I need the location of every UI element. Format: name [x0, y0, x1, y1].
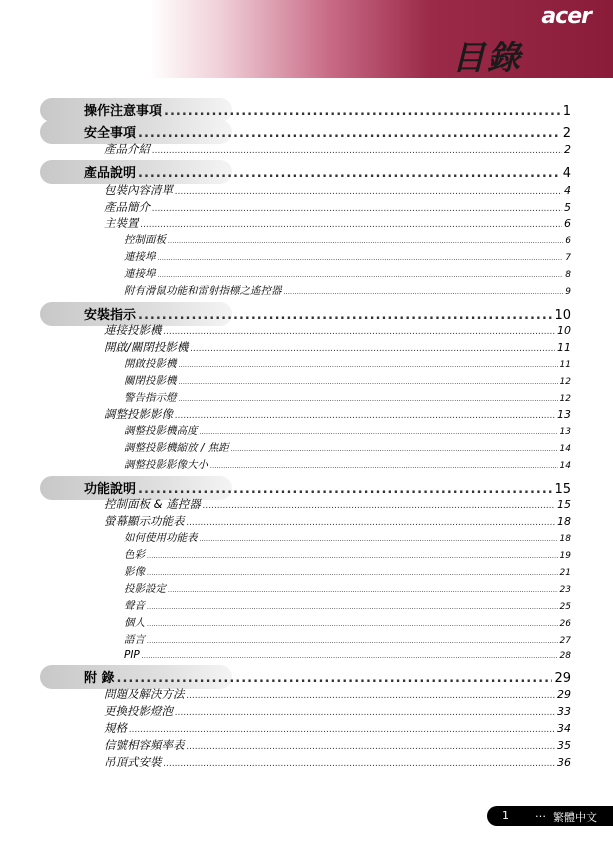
dot-leader — [164, 104, 561, 119]
toc-page-number: 36 — [557, 756, 571, 769]
toc-label: 附 錄 — [84, 671, 115, 686]
footer-dots: … — [535, 807, 546, 820]
toc-line — [84, 667, 571, 686]
toc-line — [104, 754, 571, 770]
toc-label: 規格 — [104, 721, 127, 735]
toc-line — [84, 304, 571, 323]
toc-page-number: 9 — [565, 287, 571, 297]
toc-label: 產品簡介 — [104, 200, 150, 214]
dot-leader — [138, 126, 561, 141]
toc-page-number: 26 — [559, 619, 571, 629]
toc-entry[interactable] — [0, 322, 613, 340]
toc-entry[interactable] — [0, 266, 613, 284]
toc-line — [124, 457, 571, 472]
toc-entry[interactable] — [0, 339, 613, 357]
toc-line — [124, 615, 571, 630]
footer-language: 繁體中文 — [553, 811, 597, 824]
toc-entry[interactable] — [0, 703, 613, 721]
toc-label: 聲音 — [124, 600, 145, 612]
toc-line — [104, 720, 571, 736]
toc-label: 連接埠 — [124, 251, 156, 263]
toc-label: 個人 — [124, 617, 145, 629]
toc-label: 投影設定 — [124, 583, 166, 595]
dot-leader — [152, 204, 562, 214]
toc-label: 產品說明 — [84, 166, 137, 181]
dot-leader — [175, 187, 562, 197]
toc-page-number: 7 — [565, 253, 571, 263]
dot-leader — [179, 395, 558, 403]
toc-entry[interactable] — [0, 615, 613, 633]
toc-line — [124, 373, 571, 388]
dot-leader — [158, 271, 564, 279]
toc-page-number: 8 — [565, 270, 571, 280]
page-title: 目錄 — [452, 38, 522, 77]
dot-leader — [142, 652, 558, 660]
dot-leader — [158, 254, 564, 262]
toc-line — [124, 249, 571, 264]
toc-entry[interactable] — [0, 513, 613, 531]
toc-label: 調整投影影像 — [104, 407, 173, 421]
toc-label: 操作注意事項 — [84, 104, 163, 119]
toc-line — [124, 581, 571, 596]
toc-page-number: 29 — [557, 688, 571, 701]
toc-page-number: 25 — [559, 602, 571, 612]
toc-label: 安裝指示 — [84, 308, 137, 323]
toc-page-number: 14 — [559, 461, 571, 471]
dot-leader — [175, 411, 555, 421]
toc-label: 開啟投影機 — [124, 358, 177, 370]
toc-section[interactable] — [0, 162, 613, 180]
dot-leader — [147, 637, 558, 645]
dot-leader — [129, 725, 555, 735]
toc-label: 問題及解決方法 — [104, 687, 185, 701]
toc-section[interactable] — [0, 100, 613, 118]
toc-line — [104, 686, 571, 702]
dot-leader — [138, 166, 561, 181]
toc-line — [104, 737, 571, 753]
toc-section[interactable] — [0, 304, 613, 322]
toc-page-number: 28 — [559, 651, 571, 661]
toc-entry[interactable] — [0, 141, 613, 159]
toc-line — [104, 703, 571, 719]
toc-page-number: 2 — [564, 143, 571, 156]
toc-page-number: 34 — [557, 722, 571, 735]
toc-page-number: 23 — [559, 585, 571, 595]
dot-leader — [231, 445, 558, 453]
toc-label: 包裝內容清單 — [104, 183, 173, 197]
toc-line — [84, 122, 571, 141]
toc-page-number: 18 — [559, 534, 571, 544]
toc-entry[interactable] — [0, 232, 613, 250]
toc-line — [84, 478, 571, 497]
toc-page-number: 4 — [564, 184, 571, 197]
toc-label: 語言 — [124, 634, 145, 646]
toc-label: 開啟/關閉投影機 — [104, 340, 189, 354]
toc-page-number: 13 — [559, 427, 571, 437]
dot-leader — [147, 620, 558, 628]
toc-entry[interactable] — [0, 283, 613, 301]
toc-page-number: 4 — [562, 166, 571, 181]
dot-leader — [179, 378, 558, 386]
toc-entry[interactable] — [0, 356, 613, 374]
toc-page-number: 35 — [557, 739, 571, 752]
dot-leader — [200, 428, 558, 436]
toc-line — [104, 322, 571, 338]
dot-leader — [152, 146, 562, 156]
toc-line — [124, 232, 571, 247]
toc-entry[interactable] — [0, 406, 613, 424]
toc-page-number: 1 — [562, 104, 571, 119]
toc-line — [124, 649, 571, 661]
toc-line — [124, 632, 571, 647]
toc-label: 如何使用功能表 — [124, 532, 198, 544]
dot-leader — [168, 586, 558, 594]
toc-line — [104, 199, 571, 215]
toc-entry[interactable] — [0, 547, 613, 565]
dot-leader — [117, 671, 553, 686]
toc-page-number: 27 — [559, 636, 571, 646]
dot-leader — [147, 552, 558, 560]
toc-entry[interactable] — [0, 530, 613, 548]
toc-entry[interactable] — [0, 737, 613, 755]
dot-leader — [187, 742, 556, 752]
toc-page-number: 2 — [562, 126, 571, 141]
dot-leader — [200, 535, 558, 543]
toc-page-number: 14 — [559, 444, 571, 454]
toc-entry[interactable] — [0, 581, 613, 599]
toc-page-number: 15 — [554, 482, 571, 497]
toc-line — [104, 215, 571, 231]
toc-line — [104, 182, 571, 198]
toc-page-number: 11 — [559, 360, 571, 370]
dot-leader — [179, 361, 558, 369]
toc-entry[interactable] — [0, 564, 613, 582]
toc-page-number: 19 — [559, 551, 571, 561]
toc-page-number: 10 — [557, 324, 571, 337]
dot-leader — [164, 759, 556, 769]
toc-label: 色彩 — [124, 549, 145, 561]
toc-page-number: 15 — [557, 498, 571, 511]
dot-leader — [138, 308, 552, 323]
toc-label: 警告指示燈 — [124, 392, 177, 404]
toc-page-number: 12 — [559, 394, 571, 404]
toc-entry[interactable] — [0, 373, 613, 391]
toc-label: 調整投影機縮放 / 焦距 — [124, 442, 229, 454]
toc-page-number: 11 — [557, 341, 571, 354]
toc-label: 連接投影機 — [104, 323, 162, 337]
toc-label: 螢幕顯示功能表 — [104, 514, 185, 528]
toc-label: 吊頂式安裝 — [104, 755, 162, 769]
toc-label: 附有滑鼠功能和雷射指標之遙控器 — [124, 285, 282, 297]
dot-leader — [147, 603, 558, 611]
toc-line — [124, 283, 571, 298]
toc-page-number: 6 — [565, 236, 571, 246]
toc-line — [124, 356, 571, 371]
toc-line — [84, 162, 571, 181]
toc-section[interactable] — [0, 122, 613, 140]
dot-leader — [284, 288, 564, 296]
toc-label: 安全事項 — [84, 126, 137, 141]
toc-page-number: 29 — [554, 671, 571, 686]
dot-leader — [141, 220, 563, 230]
toc-entry[interactable] — [0, 215, 613, 233]
toc-page-number: 10 — [554, 308, 571, 323]
toc-line — [104, 141, 571, 157]
dot-leader — [175, 708, 555, 718]
toc-page-number: 18 — [557, 515, 571, 528]
toc-page-number: 33 — [557, 705, 571, 718]
toc-label: 主裝置 — [104, 216, 139, 230]
toc-label: 控制面板 & 遙控器 — [104, 497, 201, 511]
toc-entry[interactable] — [0, 423, 613, 441]
toc-entry[interactable] — [0, 496, 613, 514]
toc-line — [104, 496, 571, 512]
toc-entry[interactable] — [0, 754, 613, 772]
toc-line — [124, 266, 571, 281]
dot-leader — [190, 344, 555, 354]
toc-section[interactable] — [0, 478, 613, 496]
toc-line — [124, 423, 571, 438]
toc-line — [104, 513, 571, 529]
toc-line — [124, 564, 571, 579]
toc-label: 信號相容頻率表 — [104, 738, 185, 752]
dot-leader — [203, 501, 555, 511]
toc-line — [124, 440, 571, 455]
toc-entry[interactable] — [0, 686, 613, 704]
toc-entry[interactable] — [0, 457, 613, 475]
toc-entry[interactable] — [0, 632, 613, 650]
toc-entry[interactable] — [0, 598, 613, 616]
dot-leader — [164, 327, 556, 337]
toc-entry[interactable] — [0, 720, 613, 738]
toc-page-number: 21 — [559, 568, 571, 578]
toc-section[interactable] — [0, 667, 613, 685]
footer-page-number: 1 — [502, 809, 509, 822]
toc-page-number: 12 — [559, 377, 571, 387]
toc-label: 調整投影影像大小 — [124, 459, 208, 471]
toc-page-number: 13 — [557, 408, 571, 421]
dot-leader — [138, 482, 552, 497]
toc-label: 控制面板 — [124, 234, 166, 246]
toc-label: 影像 — [124, 566, 145, 578]
toc-label: 連接埠 — [124, 268, 156, 280]
dot-leader — [187, 691, 556, 701]
toc-label: 更換投影燈泡 — [104, 704, 173, 718]
dot-leader — [187, 518, 556, 528]
toc-label: 關閉投影機 — [124, 375, 177, 387]
toc-label: 產品介紹 — [104, 142, 150, 156]
toc-entry[interactable] — [0, 249, 613, 267]
toc-line — [124, 547, 571, 562]
toc-label: 調整投影機高度 — [124, 425, 198, 437]
toc-label: 功能說明 — [84, 482, 137, 497]
toc-page-number: 5 — [564, 201, 571, 214]
toc-line — [84, 100, 571, 119]
toc-entry[interactable] — [0, 440, 613, 458]
toc-line — [124, 530, 571, 545]
toc-line — [124, 598, 571, 613]
acer-logo: acer — [541, 4, 591, 29]
dot-leader — [147, 569, 558, 577]
toc-entry[interactable] — [0, 182, 613, 200]
toc-page-number: 6 — [564, 217, 571, 230]
toc-label: PIP — [124, 649, 140, 661]
toc-line — [104, 339, 571, 355]
dot-leader — [210, 462, 558, 470]
toc-line — [104, 406, 571, 422]
toc-line — [124, 390, 571, 405]
dot-leader — [168, 237, 563, 245]
